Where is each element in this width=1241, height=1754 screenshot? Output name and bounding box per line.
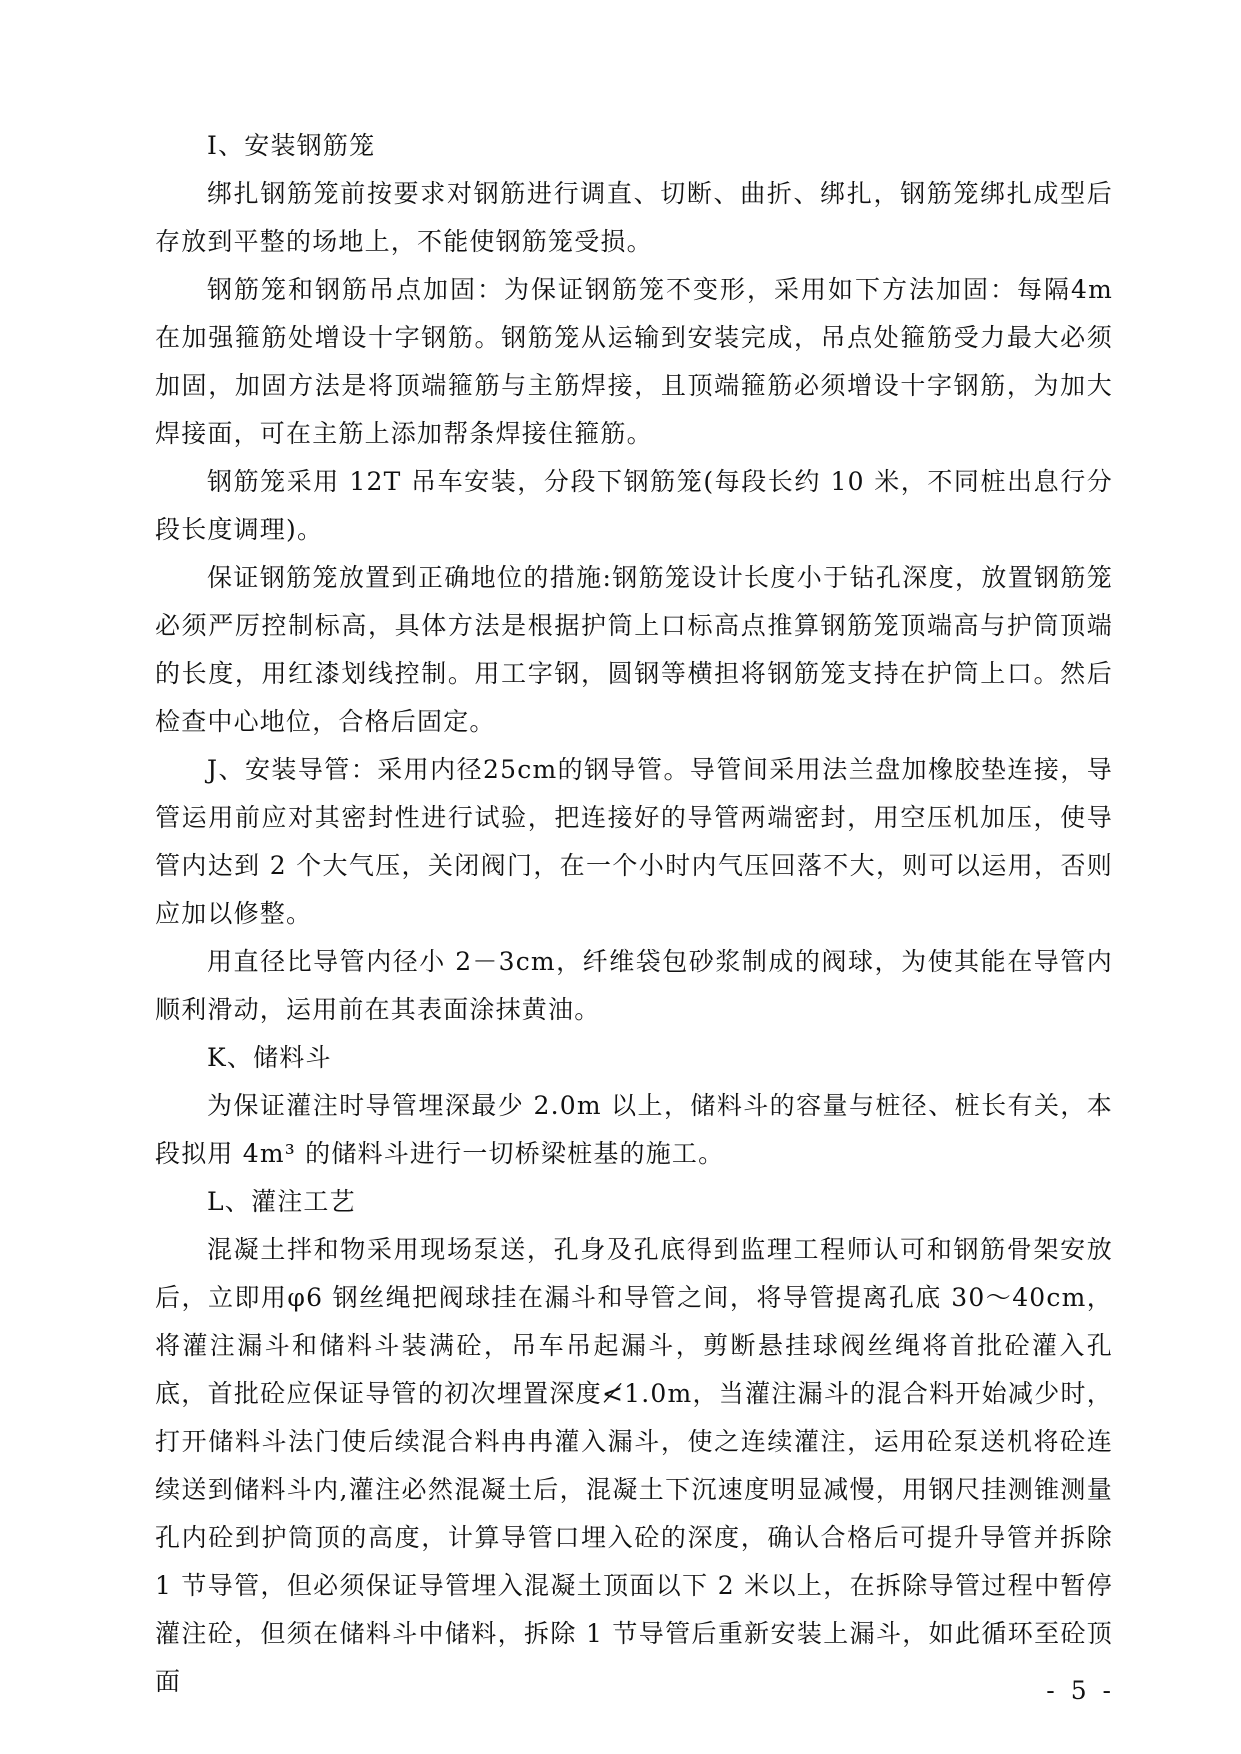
paragraph-cage-binding: 绑扎钢筋笼前按要求对钢筋进行调直、切断、曲折、绑扎，钢筋笼绑扎成型后存放到平整的场地上，不能使钢筋笼受损。	[155, 179, 1113, 256]
paragraph-positioning-measures: 保证钢筋笼放置到正确地位的措施:钢筋笼设计长度小于钻孔深度，放置钢筋笼必须严厉控制标高，具体方法是根据护筒上口标高点推算钢筋笼顶端高与护筒顶端的长度，用红漆划线控制。用工字钢，圆钢等横担将钢筋笼支持在护筒上口。然后检查中心地位，合格后固定。	[155, 563, 1113, 736]
body-text	[155, 122, 1113, 1706]
heading-hopper: K、储料斗	[207, 1043, 332, 1072]
heading-install-cage: I、安装钢筋笼	[207, 131, 376, 160]
page-number: - 5 -	[1046, 1676, 1115, 1705]
paragraph-lifting-reinforcement: 钢筋笼和钢筋吊点加固：为保证钢筋笼不变形，采用如下方法加固：每隔4m在加强箍筋处增设十字钢筋。钢筋笼从运输到安装完成，吊点处箍筋受力最大必须加固，加固方法是将顶端箍筋与主筋焊接，且顶端箍筋必须增设十字钢筋，为加大焊接面，可在主筋上添加帮条焊接住箍筋。	[155, 275, 1113, 448]
paragraph-install-pipe: J、安装导管：采用内径25cm的钢导管。导管间采用法兰盘加橡胶垫连接，导管运用前应对其密封性进行试验，把连接好的导管两端密封，用空压机加压，使导管内达到 2 个大气压，关闭阀门，在一个小时内气压回落不大，则可以运用，否则应加以修整。	[155, 755, 1113, 928]
heading-pouring-process: L、灌注工艺	[207, 1187, 356, 1216]
paragraph-hopper: 为保证灌注时导管埋深最少 2.0m 以上，储料斗的容量与桩径、桩长有关，本段拟用 4m³ 的储料斗进行一切桥梁桩基的施工。	[155, 1091, 1113, 1168]
paragraph-crane-install: 钢筋笼采用 12T 吊车安装，分段下钢筋笼(每段长约 10 米，不同桩出息行分段长度调理)。	[155, 467, 1113, 544]
paragraph-pouring-process: 混凝土拌和物采用现场泵送，孔身及孔底得到监理工程师认可和钢筋骨架安放后，立即用φ6 钢丝绳把阀球挂在漏斗和导管之间，将导管提离孔底 30～40cm，将灌注漏斗和储料斗装满砼，吊车吊起漏斗，剪断悬挂球阀丝绳将首批砼灌入孔底，首批砼应保证导管的初次埋置深度≮1.0m，当灌注漏斗的混合料开始减少时，打开储料斗法门使后续混合料冉冉灌入漏斗，使之连续灌注，运用砼泵送机将砼连续送到储料斗内,灌注必然混凝土后，混凝土下沉速度明显减慢，用钢尺挂测锥测量孔内砼到护筒顶的高度，计算导管口埋入砼的深度，确认合格后可提升导管并拆除 1 节导管，但必须保证导管埋入混凝土顶面以下 2 米以上，在拆除导管过程中暂停灌注砼，但须在储料斗中储料，拆除 1 节导管后重新安装上漏斗，如此循环至砼顶面	[155, 1235, 1113, 1696]
paragraph-valve-ball: 用直径比导管内径小 2－3cm，纤维袋包砂浆制成的阀球，为使其能在导管内顺利滑动，运用前在其表面涂抹黄油。	[155, 947, 1113, 1024]
